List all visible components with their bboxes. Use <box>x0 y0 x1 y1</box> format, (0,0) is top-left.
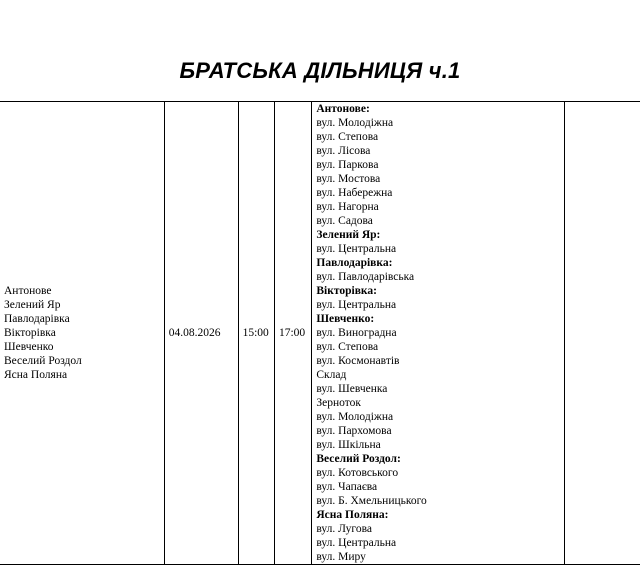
street-item: вул. Мостова <box>316 173 381 185</box>
village-header: Зелений Яр: <box>316 229 381 241</box>
street-item: вул. Паркова <box>316 159 379 171</box>
street-item: вул. Павлодарівська <box>316 271 415 283</box>
streets-list <box>316 102 560 564</box>
village-name: Зелений Яр <box>4 299 61 311</box>
street-item: вул. Молодіжна <box>316 411 394 423</box>
villages-list <box>4 284 160 382</box>
streets-cell <box>312 102 565 565</box>
table-row <box>0 102 640 565</box>
street-item: вул. Миру <box>316 551 366 563</box>
street-item: вул. Центральна <box>316 537 397 549</box>
street-item: вул. Лугова <box>316 523 372 535</box>
street-item: вул. Степова <box>316 341 379 353</box>
village-header: Веселий Роздол: <box>316 453 401 465</box>
street-item: вул. Набережна <box>316 187 393 199</box>
street-item: вул. Нагорна <box>316 201 379 213</box>
village-name: Ясна Поляна <box>4 369 68 381</box>
page-title: БРАТСЬКА ДІЛЬНИЦЯ ч.1 <box>179 58 461 83</box>
schedule-table <box>0 101 640 565</box>
street-item: вул. Молодіжна <box>316 117 394 129</box>
village-header: Антонове: <box>316 103 370 115</box>
street-item: вул. Лісова <box>316 145 371 157</box>
street-item: вул. Б. Хмельницького <box>316 495 427 507</box>
street-item: вул. Шкільна <box>316 439 381 451</box>
village-header: Павлодарівка: <box>316 257 393 269</box>
end-time-cell: 17:00 <box>274 102 311 565</box>
village-name: Шевченко <box>4 341 54 353</box>
street-item: Склад <box>316 369 347 381</box>
street-item: Зерноток <box>316 397 361 409</box>
village-header: Шевченко: <box>316 313 375 325</box>
street-item: вул. Садова <box>316 215 373 227</box>
street-item: вул. Шевченка <box>316 383 388 395</box>
village-header: Вікторівка: <box>316 285 377 297</box>
street-item: вул. Пархомова <box>316 425 392 437</box>
date-cell: 04.08.2026 <box>164 102 238 565</box>
village-header: Ясна Поляна: <box>316 509 389 521</box>
street-item: вул. Центральна <box>316 299 397 311</box>
village-name: Вікторівка <box>4 327 56 339</box>
empty-cell <box>565 102 640 565</box>
village-name: Антонове <box>4 285 52 297</box>
street-item: вул. Чапаєва <box>316 481 378 493</box>
villages-cell <box>0 102 164 565</box>
village-name: Веселий Роздол <box>4 355 82 367</box>
street-item: вул. Котовського <box>316 467 399 479</box>
street-item: вул. Космонавтів <box>316 355 400 367</box>
street-item: вул. Центральна <box>316 243 397 255</box>
start-time-cell: 15:00 <box>238 102 274 565</box>
village-name: Павлодарівка <box>4 313 70 325</box>
street-item: вул. Виноградна <box>316 327 397 339</box>
street-item: вул. Степова <box>316 131 379 143</box>
